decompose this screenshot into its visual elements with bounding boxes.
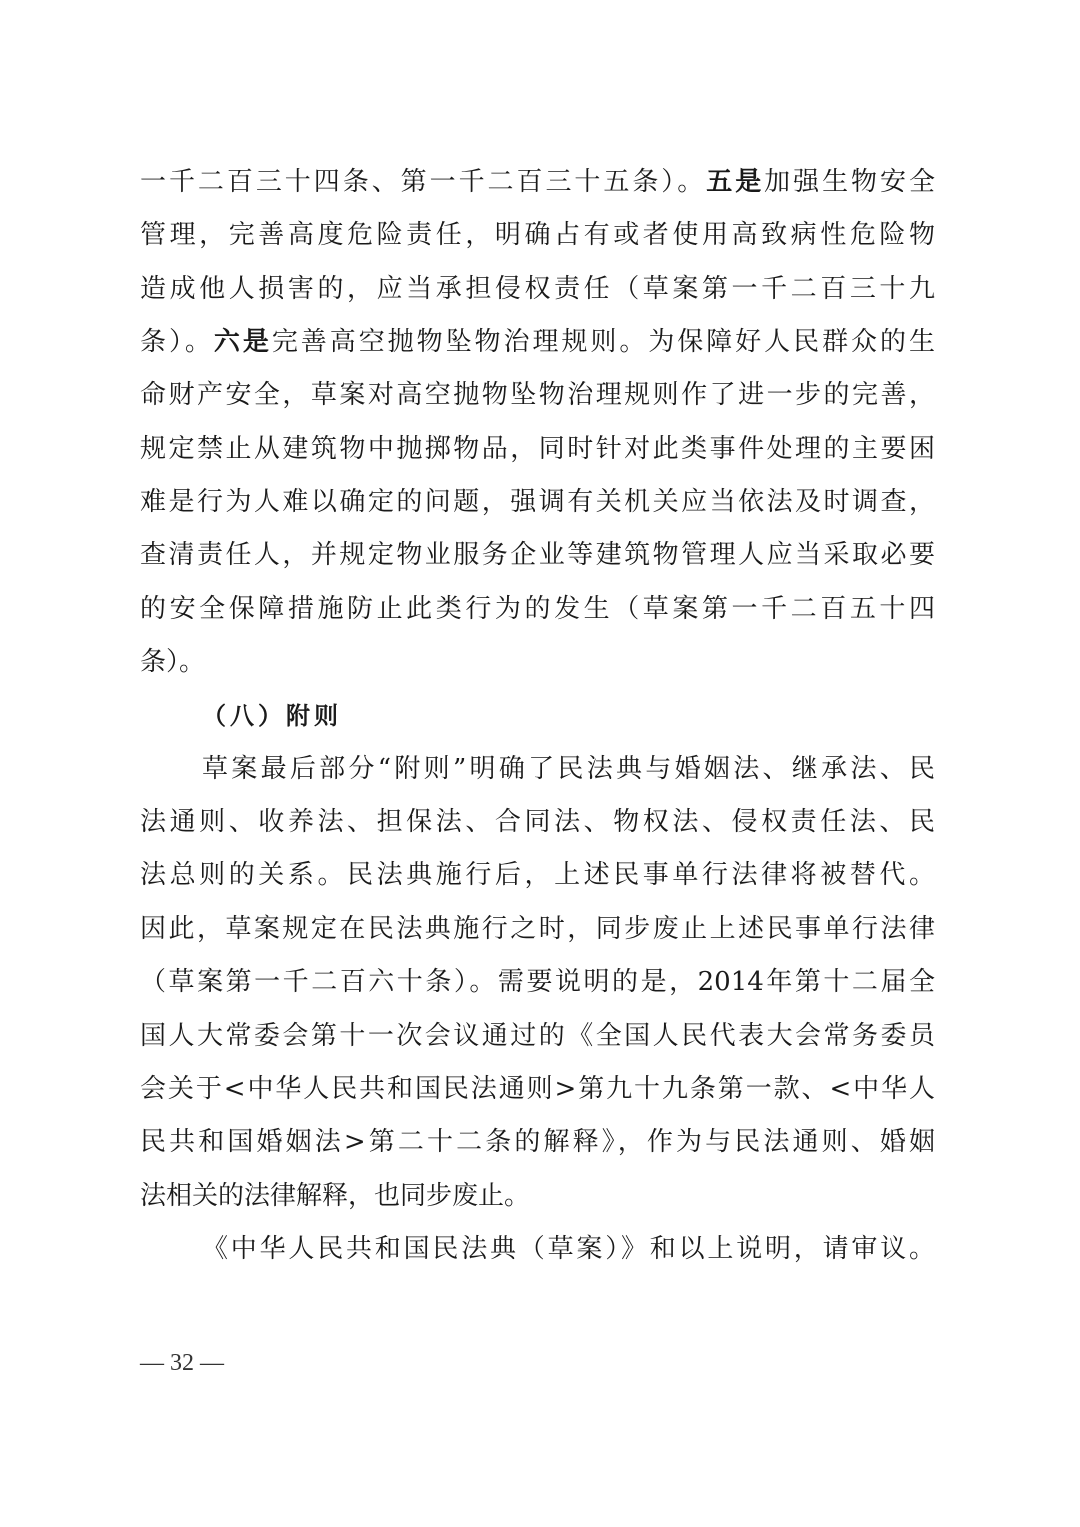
bold-lead-phrase: 六是 [213, 327, 272, 358]
text-segment: 命财产安全，草案对高空抛物坠物治理规则作了进一步的完善， [140, 380, 935, 411]
text-line [140, 1170, 935, 1223]
text-segment: （草案第一千二百六十条）。需要说明的是，2014年第十二届全 [140, 967, 935, 998]
text-segment: 管理，完善高度危险责任，明确占有或者使用高致病性危险物 [140, 220, 935, 251]
text-segment: 加强生物安全 [764, 167, 935, 197]
text-line [140, 1223, 935, 1276]
text-line [140, 209, 935, 262]
text-segment: 一千二百三十四条、第一千二百三十五条）。 [140, 167, 707, 197]
text-line [140, 1116, 935, 1169]
text-segment: 草案最后部分“附则”明确了民法典与婚姻法、继承法、民 [202, 753, 935, 784]
page-number: — 32 — [140, 1350, 224, 1376]
text-line [140, 743, 935, 796]
text-segment: 查清责任人，并规定物业服务企业等建筑物管理人应当采取必要 [140, 540, 935, 571]
text-segment: 条）。 [140, 647, 206, 678]
text-line [140, 903, 935, 956]
text-segment: 会关于<中华人民共和国民法通则>第九十九条第一款、<中华人 [140, 1073, 935, 1104]
document-body [140, 156, 935, 1276]
text-segment: 《中华人民共和国民法典（草案）》和以上说明，请审议。 [202, 1233, 935, 1264]
text-segment: 法总则的关系。民法典施行后，上述民事单行法律将被替代。 [140, 860, 935, 891]
text-line [140, 583, 935, 636]
text-line [140, 1010, 935, 1063]
text-segment: 难是行为人难以确定的问题，强调有关机关应当依法及时调查， [140, 487, 935, 518]
text-line [140, 1063, 935, 1116]
text-line [140, 529, 935, 582]
text-line [140, 369, 935, 422]
text-line [140, 849, 935, 902]
text-segment: （八）附则 [202, 701, 342, 731]
text-segment: 条）。 [140, 327, 214, 358]
text-segment: 法通则、收养法、担保法、合同法、物权法、侵权责任法、民 [140, 807, 935, 838]
text-segment: 因此，草案规定在民法典施行之时，同步废止上述民事单行法律 [140, 913, 935, 944]
text-segment: 国人大常委会第十一次会议通过的《全国人民代表大会常务委员 [140, 1020, 935, 1051]
text-segment: 民共和国婚姻法>第二十二条的解释》，作为与民法通则、婚姻 [140, 1127, 935, 1158]
text-line [140, 796, 935, 849]
text-segment: 的安全保障措施防止此类行为的发生（草案第一千二百五十四 [140, 593, 935, 624]
text-segment: 规定禁止从建筑物中抛掷物品，同时针对此类事件处理的主要困 [140, 433, 935, 464]
text-segment: 完善高空抛物坠物治理规则。为保障好人民群众的生 [271, 327, 935, 358]
text-line [140, 423, 935, 476]
text-segment: 法相关的法律解释，也同步废止。 [140, 1180, 531, 1211]
text-line [140, 956, 935, 1009]
text-line [140, 156, 935, 209]
text-line [140, 316, 935, 369]
text-line [140, 476, 935, 529]
text-segment: 造成他人损害的，应当承担侵权责任（草案第一千二百三十九 [140, 273, 935, 304]
text-line [140, 636, 935, 689]
text-line [140, 263, 935, 316]
section-heading [140, 689, 935, 742]
bold-lead-phrase: 五是 [706, 167, 765, 197]
